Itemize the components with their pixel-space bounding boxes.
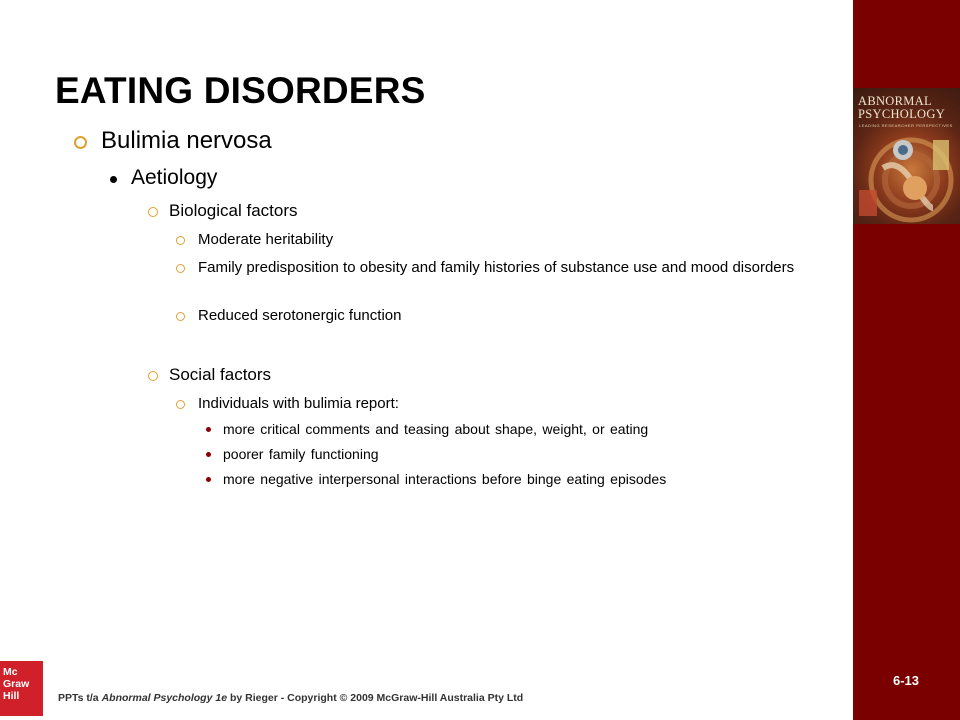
biological-heading: Biological factors	[169, 201, 298, 220]
social-item-text: more critical comments and teasing about shape, weight, or eating	[223, 421, 649, 437]
ring-bullet-icon	[74, 136, 87, 149]
mcgraw-hill-logo: Mc Graw Hill	[0, 660, 44, 716]
book-cover-title: ABNORMAL PSYCHOLOGY	[858, 94, 946, 121]
footer-copyright: PPTs t/a Abnormal Psychology 1e by Rieger - Copyright © 2009 McGraw-Hill Australia Pty Ltd	[58, 692, 524, 704]
bullet-level2	[110, 166, 217, 190]
subtopic-text: Aetiology	[131, 166, 218, 189]
bullet-level5	[206, 446, 379, 462]
ring-bullet-icon	[176, 264, 185, 273]
dot-bullet-icon	[206, 477, 211, 482]
dot-bullet-icon	[110, 176, 117, 183]
bullet-level1	[74, 127, 272, 155]
bullet-level5	[206, 471, 666, 487]
bullet-level4	[176, 394, 399, 413]
bullet-level3-biological	[148, 201, 298, 221]
biological-item-text: Family predisposition to obesity and family histories of substance use and mood disorders	[198, 259, 795, 276]
dot-bullet-icon	[206, 452, 211, 457]
slide-number: 6-13	[893, 673, 920, 688]
dot-bullet-icon	[206, 427, 211, 432]
ring-bullet-icon	[176, 236, 185, 245]
ring-bullet-icon	[176, 400, 185, 409]
biological-item-text: Reduced serotonergic function	[198, 307, 402, 324]
ring-bullet-icon	[176, 312, 185, 321]
bullet-level4	[176, 230, 333, 249]
social-heading: Social factors	[169, 365, 272, 384]
book-cover-art	[853, 128, 960, 224]
ring-bullet-icon	[148, 371, 158, 381]
book-cover-subtitle: LEADING RESEARCHER PERSPECTIVES	[859, 123, 953, 128]
social-intro-text: Individuals with bulimia report:	[198, 395, 399, 412]
bullet-level3-social	[148, 365, 271, 385]
bullet-level4	[176, 258, 816, 277]
book-cover-image	[853, 88, 960, 224]
slide-title: EATING DISORDERS	[55, 70, 426, 111]
social-item-text: poorer family functioning	[223, 446, 379, 462]
ring-bullet-icon	[148, 207, 158, 217]
bullet-level5	[206, 421, 648, 437]
biological-item-text: Moderate heritability	[198, 231, 334, 248]
social-item-text: more negative interpersonal interactions before binge eating episodes	[223, 471, 667, 487]
topic-text: Bulimia nervosa	[101, 127, 272, 154]
bullet-level4	[176, 306, 401, 325]
